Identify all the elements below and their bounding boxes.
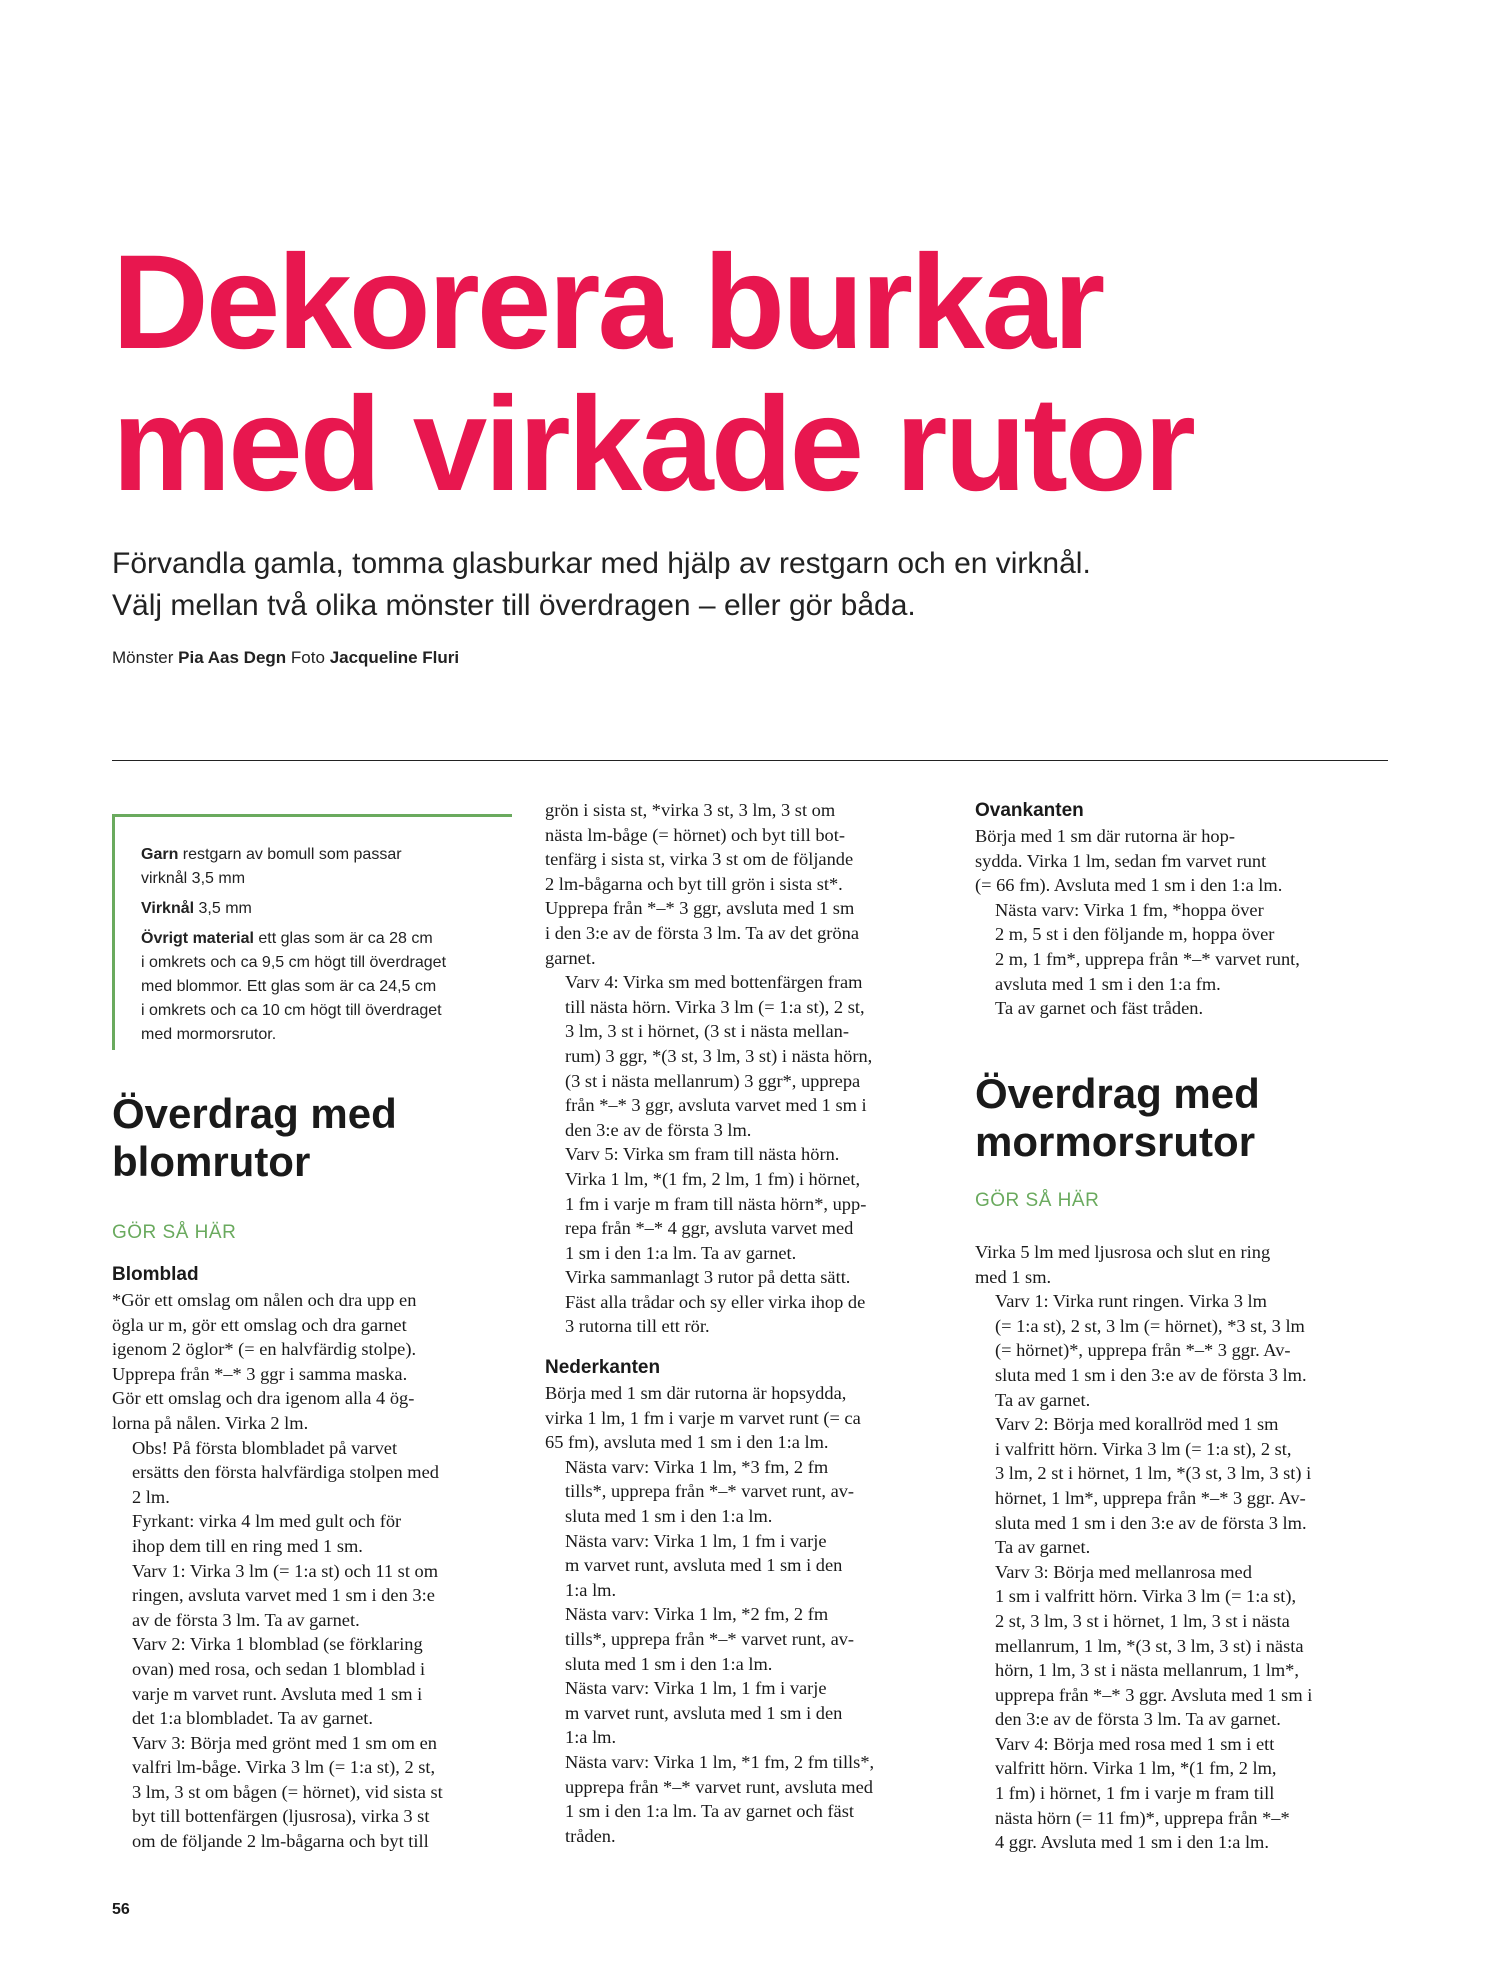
text-line: tills*, upprepa från *–* varvet runt, av- <box>565 1481 855 1502</box>
text-line: Varv 2: Virka 1 blomblad (se förklaring <box>132 1634 423 1655</box>
text-line: lorna på nålen. Virka 2 lm. <box>112 1412 309 1433</box>
text-line: tills*, upprepa från *–* varvet runt, av- <box>565 1629 855 1649</box>
paragraph <box>975 1289 1385 1412</box>
materials-virknal <box>141 897 512 921</box>
text-line: nästa lm-båge (= hörnet) och byt till bot- <box>545 824 845 845</box>
text-line: ögla ur m, gör ett omslag och dra garnet <box>112 1314 407 1335</box>
text-line: Nästa varv: Virka 1 lm, *2 fm, 2 fm <box>565 1604 829 1625</box>
photo-author: Jacqueline Fluri <box>329 648 460 667</box>
text-line: Obs! På första blombladet på varvet <box>132 1437 398 1458</box>
text-line: tråden. <box>565 1825 616 1846</box>
kicker-gor-sa-har: GÖR SÅ HÄR <box>112 1222 237 1243</box>
text-line: ersätts den första halvfärdiga stolpen med <box>132 1462 439 1483</box>
text-line: den 3:e av de första 3 lm. <box>565 1119 752 1140</box>
text-line: Varv 2: Börja med korallröd med 1 sm <box>995 1414 1279 1435</box>
materials-box <box>112 814 512 1050</box>
paragraph <box>545 1455 955 1529</box>
text-line: nästa hörn (= 11 fm)*, upprepa från *–* <box>995 1807 1290 1828</box>
text-line: Varv 1: Virka 3 lm (= 1:a st) och 11 st om <box>132 1560 439 1581</box>
paragraph <box>545 1265 955 1339</box>
paragraph-list <box>112 1288 522 1854</box>
text-line: Ta av garnet. <box>995 1389 1091 1410</box>
text-line: i valfritt hörn. Virka 3 lm (= 1:a st), 2 st, <box>995 1438 1292 1459</box>
paragraph-list <box>975 1240 1385 1855</box>
materials-garn <box>141 843 512 891</box>
paragraph <box>112 1436 522 1510</box>
garn-label: Garn <box>141 846 179 863</box>
text-line: 1 sm i den 1:a lm. Ta av garnet och fäst <box>565 1801 854 1822</box>
paragraph <box>975 1412 1385 1560</box>
title-line: med virkade rutor <box>112 370 1193 519</box>
text-line: Virka sammanlagt 3 rutor på detta sätt. <box>565 1267 851 1288</box>
text-line: om de följande 2 lm-bågarna och byt till <box>132 1831 429 1852</box>
paragraph <box>545 798 955 970</box>
kicker-gor-sa-har: GÖR SÅ HÄR <box>975 1190 1100 1211</box>
text-line: 3 rutorna till ett rör. <box>565 1316 710 1337</box>
paragraph <box>545 1602 955 1676</box>
text-line: Nästa varv: Virka 1 fm, *hoppa över <box>995 899 1264 920</box>
text-line: i den 3:e av de första 3 lm. Ta av det gröna <box>545 922 859 943</box>
text-line: Upprepa från *–* 3 ggr i samma maska. <box>112 1363 408 1384</box>
page-title <box>112 228 1412 519</box>
paragraph <box>975 1732 1385 1855</box>
text-line: byt till bottenfärgen (ljusrosa), virka 3 st <box>132 1806 430 1827</box>
text-line: igenom 2 öglor* (= en halvfärdig stolpe). <box>112 1339 417 1360</box>
credits <box>112 648 459 668</box>
text-line: 2 st, 3 lm, 3 st i hörnet, 1 lm, 3 st i nästa <box>995 1610 1290 1631</box>
text-line: virka 1 lm, 1 fm i varje m varvet runt (= ca <box>545 1407 861 1428</box>
text-line: Varv 4: Virka sm med bottenfärgen fram <box>565 972 863 993</box>
virknal-label: Virknål <box>141 900 195 917</box>
text-line: valfri lm-båge. Virka 3 lm (= 1:a st), 2 st, <box>132 1757 436 1778</box>
paragraph <box>545 970 955 1142</box>
paragraph <box>975 898 1385 996</box>
pattern-author: Pia Aas Degn <box>178 648 287 667</box>
text-line: sluta med 1 sm i den 1:a lm. <box>565 1506 773 1527</box>
text-line: Nästa varv: Virka 1 lm, *1 fm, 2 fm tills*, <box>565 1751 875 1772</box>
text-line: 2 m, 1 fm*, upprepa från *–* varvet runt, <box>995 948 1300 969</box>
text-line: (= 66 fm). Avsluta med 1 sm i den 1:a lm. <box>975 875 1283 896</box>
subhead-ovankanten: Ovankanten <box>975 800 1084 821</box>
title-line: Dekorera burkar <box>112 228 1103 377</box>
lead-paragraph <box>112 543 1412 627</box>
ovrigt-text: ett glas som är ca 28 cm <box>258 930 433 947</box>
text-line: den 3:e av de första 3 lm. Ta av garnet. <box>995 1709 1281 1730</box>
page-number: 56 <box>112 1901 130 1918</box>
text-line: sydda. Virka 1 lm, sedan fm varvet runt <box>975 850 1267 871</box>
text-line: sluta med 1 sm i den 3:e av de första 3 lm. <box>995 1364 1307 1385</box>
subhead-blomblad: Blomblad <box>112 1264 199 1285</box>
text-line: m varvet runt, avsluta med 1 sm i den <box>565 1702 843 1723</box>
paragraph-list <box>545 1381 955 1848</box>
pattern-label: Mönster <box>112 648 174 667</box>
text-line: 65 fm), avsluta med 1 sm i den 1:a lm. <box>545 1432 829 1453</box>
text-line: från *–* 3 ggr, avsluta varvet med 1 sm i <box>565 1095 867 1116</box>
text-line: varje m varvet runt. Avsluta med 1 sm i <box>132 1683 423 1704</box>
text-line: 4 ggr. Avsluta med 1 sm i den 1:a lm. <box>995 1832 1269 1853</box>
lead-line: Välj mellan två olika mönster till överdragen – eller gör båda. <box>112 589 916 622</box>
text-line: *Gör ett omslag om nålen och dra upp en <box>112 1290 417 1310</box>
photo-label: Foto <box>290 648 325 667</box>
ovrigt-text: i omkrets och ca 10 cm högt till överdraget <box>141 1002 442 1019</box>
paragraph <box>975 1560 1385 1732</box>
text-line: Ta av garnet och fäst tråden. <box>995 998 1204 1019</box>
paragraph-list <box>545 798 955 1339</box>
text-line: ringen, avsluta varvet med 1 sm i den 3:e <box>132 1585 435 1606</box>
text-line: garnet. <box>545 947 596 968</box>
text-line: repa från *–* 4 ggr, avsluta varvet med <box>565 1218 854 1239</box>
heading-line: Överdrag med <box>975 1070 1260 1117</box>
text-line: Nästa varv: Virka 1 lm, 1 fm i varje <box>565 1678 827 1699</box>
text-line: Upprepa från *–* 3 ggr, avsluta med 1 sm <box>545 898 855 919</box>
materials-ovrigt <box>141 927 512 1047</box>
text-line: Ta av garnet. <box>995 1537 1091 1558</box>
text-line: mellanrum, 1 lm, *(3 st, 3 lm, 3 st) i nästa <box>995 1635 1304 1656</box>
text-line: m varvet runt, avsluta med 1 sm i den <box>565 1555 843 1576</box>
text-line: det 1:a blombladet. Ta av garnet. <box>132 1708 373 1729</box>
paragraph <box>112 1559 522 1633</box>
text-line: 3 lm, 3 st om bågen (= hörnet), vid sista st <box>132 1781 443 1802</box>
column-2 <box>545 798 955 1848</box>
ovrigt-text: i omkrets och ca 9,5 cm högt till överdraget <box>141 954 447 971</box>
text-line: 1 fm i varje m fram till nästa hörn*, upp- <box>565 1193 867 1214</box>
ovrigt-label: Övrigt material <box>141 930 254 947</box>
text-line: tenfärg i sista st, virka 3 st om de följande <box>545 849 854 870</box>
ovrigt-text: med mormorsrutor. <box>141 1026 277 1043</box>
heading-line: mormorsrutor <box>975 1118 1256 1165</box>
text-line: Fyrkant: virka 4 lm med gult och för <box>132 1511 402 1532</box>
text-line: Virka 1 lm, *(1 fm, 2 lm, 1 fm) i hörnet, <box>565 1168 861 1189</box>
text-line: 2 lm-bågarna och byt till grön i sista st*. <box>545 873 843 894</box>
text-line: 1 sm i valfritt hörn. Virka 3 lm (= 1:a st), <box>995 1586 1297 1607</box>
text-line: rum) 3 ggr, *(3 st, 3 lm, 3 st) i nästa hörn, <box>565 1045 873 1066</box>
text-line: 2 m, 5 st i den följande m, hoppa över <box>995 924 1275 945</box>
text-line: med 1 sm. <box>975 1266 1052 1287</box>
heading-line: Överdrag med <box>112 1090 397 1137</box>
text-line: sluta med 1 sm i den 3:e av de första 3 lm. <box>995 1512 1307 1533</box>
paragraph <box>112 1632 522 1730</box>
text-line: Varv 1: Virka runt ringen. Virka 3 lm <box>995 1291 1267 1312</box>
lead-line: Förvandla gamla, tomma glasburkar med hjälp av restgarn och en virknål. <box>112 547 1091 580</box>
text-line: Nästa varv: Virka 1 lm, *3 fm, 2 fm <box>565 1456 829 1477</box>
text-line: 1:a lm. <box>565 1579 617 1600</box>
virknal-value: 3,5 mm <box>198 900 252 917</box>
text-line: Börja med 1 sm där rutorna är hopsydda, <box>545 1383 847 1404</box>
text-line: 1:a lm. <box>565 1727 617 1748</box>
column-3-body <box>975 1240 1385 1855</box>
text-line: ovan) med rosa, och sedan 1 blomblad i <box>132 1658 426 1679</box>
text-line: av de första 3 lm. Ta av garnet. <box>132 1609 360 1630</box>
column-3 <box>975 798 1385 1021</box>
divider <box>112 760 1388 761</box>
paragraph <box>545 1142 955 1265</box>
paragraph <box>975 996 1385 1021</box>
section-heading-blomrutor <box>112 1090 397 1186</box>
text-line: upprepa från *–* 3 ggr. Avsluta med 1 sm i <box>995 1684 1313 1705</box>
section-heading-mormorsrutor <box>975 1070 1260 1166</box>
text-line: Varv 4: Börja med rosa med 1 sm i ett <box>995 1733 1275 1754</box>
text-line: Fäst alla trådar och sy eller virka ihop de <box>565 1291 866 1312</box>
paragraph <box>975 824 1385 898</box>
paragraph <box>545 1676 955 1750</box>
text-line: (3 st i nästa mellanrum) 3 ggr*, upprepa <box>565 1070 861 1091</box>
text-line: Gör ett omslag och dra igenom alla 4 ög- <box>112 1388 415 1409</box>
text-line: Nästa varv: Virka 1 lm, 1 fm i varje <box>565 1530 827 1551</box>
text-line: Börja med 1 sm där rutorna är hop- <box>975 826 1235 846</box>
text-line: upprepa från *–* varvet runt, avsluta med <box>565 1776 873 1797</box>
text-line: 1 sm i den 1:a lm. Ta av garnet. <box>565 1242 797 1263</box>
paragraph <box>975 1240 1385 1289</box>
subhead-nederkanten: Nederkanten <box>545 1357 661 1379</box>
text-line: hörn, 1 lm, 3 st i nästa mellanrum, 1 lm*, <box>995 1660 1299 1681</box>
text-line: 3 lm, 3 st i hörnet, (3 st i nästa mellan- <box>565 1021 849 1042</box>
text-line: 3 lm, 2 st i hörnet, 1 lm, *(3 st, 3 lm, 3 st) i <box>995 1463 1312 1484</box>
paragraph-list <box>975 824 1385 1021</box>
column-1 <box>112 1262 522 1854</box>
text-line: Varv 5: Virka sm fram till nästa hörn. <box>565 1144 840 1165</box>
ovrigt-text: med blommor. Ett glas som är ca 24,5 cm <box>141 978 437 995</box>
text-line: (= 1:a st), 2 st, 3 lm (= hörnet), *3 st, 3 lm <box>995 1315 1305 1336</box>
text-line: hörnet, 1 lm*, upprepa från *–* 3 ggr. Av- <box>995 1487 1306 1508</box>
paragraph <box>112 1731 522 1854</box>
garn-text: restgarn av bomull som passar <box>182 846 402 863</box>
paragraph <box>112 1288 522 1436</box>
text-line: till nästa hörn. Virka 3 lm (= 1:a st), 2 st, <box>565 996 865 1017</box>
text-line: 1 fm) i hörnet, 1 fm i varje m fram till <box>995 1783 1275 1804</box>
text-line: ihop dem till en ring med 1 sm. <box>132 1535 363 1556</box>
text-line: 2 lm. <box>132 1486 170 1507</box>
paragraph <box>112 1509 522 1558</box>
text-line: Varv 3: Börja med grönt med 1 sm om en <box>132 1732 437 1753</box>
text-line: avsluta med 1 sm i den 1:a fm. <box>995 973 1221 994</box>
text-line: Varv 3: Börja med mellanrosa med <box>995 1561 1252 1582</box>
text-line: Virka 5 lm med ljusrosa och slut en ring <box>975 1242 1271 1262</box>
paragraph <box>545 1381 955 1455</box>
garn-text: virknål 3,5 mm <box>141 870 246 887</box>
text-line: grön i sista st, *virka 3 st, 3 lm, 3 st om <box>545 800 836 820</box>
paragraph <box>545 1529 955 1603</box>
paragraph <box>545 1750 955 1848</box>
text-line: (= hörnet)*, upprepa från *–* 3 ggr. Av- <box>995 1340 1291 1361</box>
heading-line: blomrutor <box>112 1138 311 1185</box>
text-line: sluta med 1 sm i den 1:a lm. <box>565 1653 773 1674</box>
text-line: valfritt hörn. Virka 1 lm, *(1 fm, 2 lm, <box>995 1758 1277 1779</box>
